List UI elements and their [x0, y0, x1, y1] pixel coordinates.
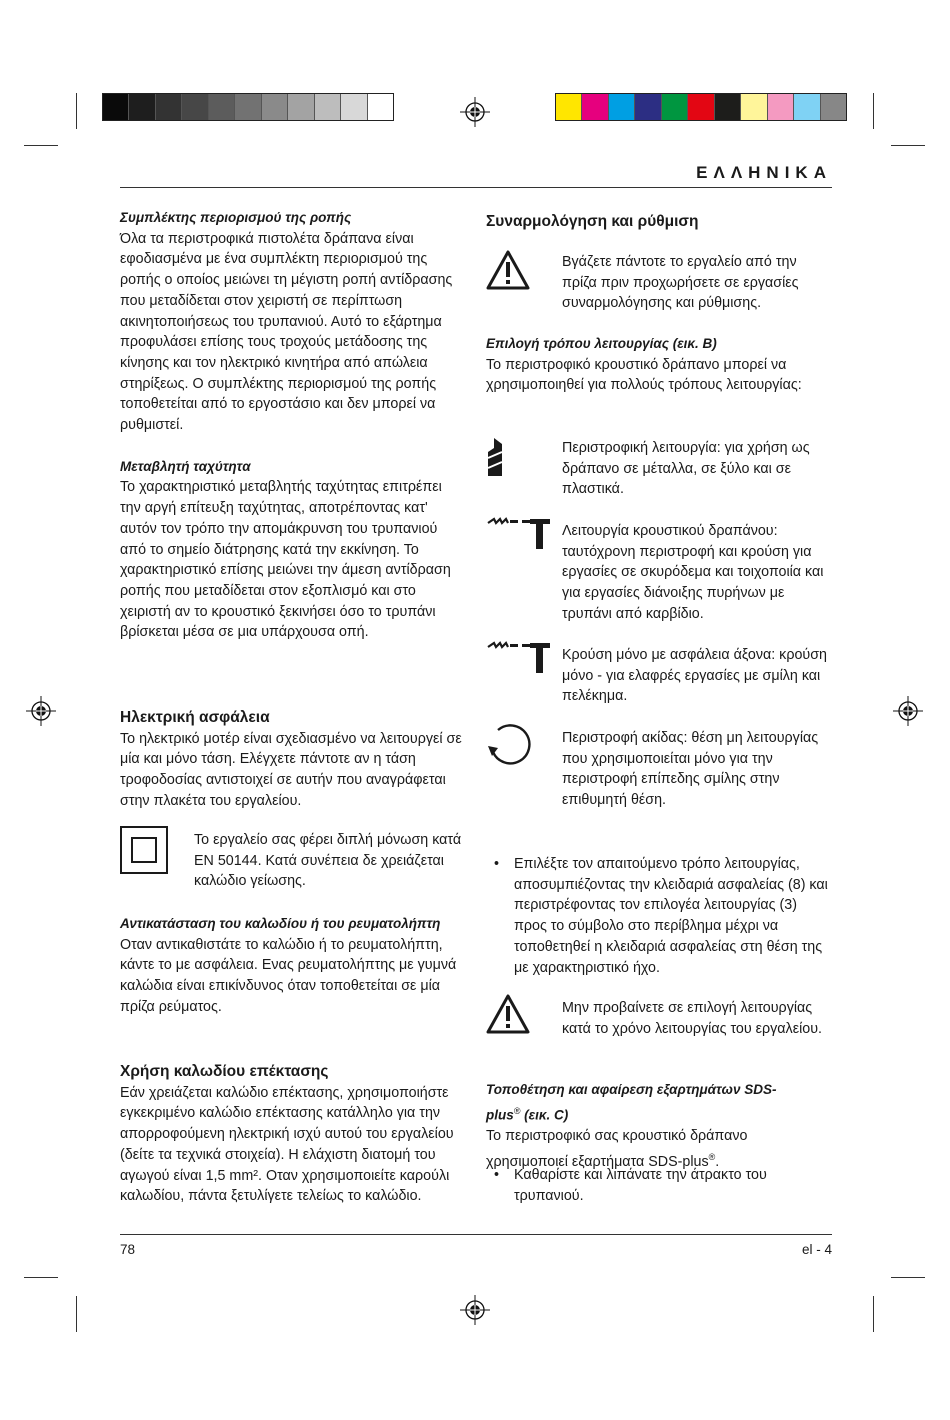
color-swatch — [715, 94, 741, 120]
gray-swatch — [182, 94, 208, 120]
registration-mark-icon — [460, 1295, 490, 1325]
color-swatch — [768, 94, 794, 120]
crop-mark — [76, 93, 77, 129]
torque-paragraph: Όλα τα περιστροφικά πιστολέτα δράπανα είναι εφοδιασμένα με ένα συμπλέκτη περιορισμού της ροπής ο οποίος μειώνει τη μέγιστη ροπή αντίδρασης που μεταδίδεται στον χειριστή σε περίπτωση ακινητοποιήσεως του τρυπανιού. Αυτό το εξάρτημα προφυλάσει επίσης τους τροχούς μετάδοσης της κίνησης και τον ηλεκτρικό κινητήρα από απώλεια στηρίξεως. Ο συμπλέκτης περιορισμού της ροπής τοποθετείται από το εργοστάσιο και δεν μπορεί να ρυθμιστεί. — [120, 230, 453, 434]
color-swatch — [794, 94, 820, 120]
warning-triangle-icon — [486, 994, 530, 1034]
crop-mark — [891, 145, 925, 146]
sds-heading-fig: (εικ. C) — [520, 1107, 569, 1123]
gray-swatch — [103, 94, 129, 120]
sds-heading-line2 — [486, 1101, 832, 1126]
double-insulation-icon — [120, 826, 168, 874]
registration-mark-icon — [893, 696, 923, 726]
registered-mark: ® — [708, 1151, 716, 1162]
gray-swatch — [156, 94, 182, 120]
speed-paragraph: Το χαρακτηριστικό μεταβλητής ταχύτητας επιτρέπει την αργή επίτευξη ταχύτητας, αποτρέποντας κατ' αυτόν τον τρόπο την απομάκρυνση του τρυπανιού από το σημείο διάτρησης κατά την εκκίνηση. Το χαρακτηριστικό επίσης μειώνει την άμεση αντίδραση ροπής που μεταδίδεται στον εξοπλισμό και στο χειριστή αν το κρουστικό ξεκινήσει όσο το τρυπάνι βρίσκεται μέσα σε μια υπάρχουσα οπή. — [120, 479, 451, 641]
extension-section — [120, 1062, 465, 1207]
hammer-drill-icon — [486, 517, 552, 551]
crop-mark — [891, 1277, 925, 1278]
mode-heading: Επιλογή τρόπου λειτουργίας (εικ. B) — [486, 336, 717, 351]
gray-swatch — [341, 94, 367, 120]
mode-hammer-only-row — [486, 645, 832, 709]
crop-mark — [24, 1277, 58, 1278]
speed-heading: Μεταβλητή ταχύτητα — [120, 458, 251, 474]
crop-mark — [24, 145, 58, 146]
header-rule — [120, 187, 832, 188]
sds-section — [486, 1080, 832, 1172]
chisel-hammer-icon — [486, 641, 552, 675]
assembly-heading: Συναρμολόγηση και ρύθμιση — [486, 213, 699, 230]
sds-text-end: . — [715, 1153, 720, 1170]
grayscale-calibration-bar — [102, 93, 394, 121]
sds-heading-plus: plus — [486, 1107, 514, 1123]
color-swatch — [688, 94, 714, 120]
rotation-arrow-icon — [486, 720, 534, 768]
assembly-warning-row — [486, 252, 832, 318]
mode-rotation-text: Περιστροφή ακίδας: θέση μη λειτουργίας που χρησιμοποιείται μόνο για την περιστροφή επίπεδης σμίλης στην επιθυμητή θέση. — [562, 730, 819, 809]
registration-mark-icon — [26, 696, 56, 726]
extension-paragraph: Εάν χρειάζεται καλώδιο επέκτασης, χρησιμοποιήστε εγκεκριμένο καλώδιο επέκτασης κατάλληλο για την απορροφούμενη ηλεκτρική ισχύ αυτού του εργαλείου (δείτε τα τεχνικά στοιχεία). Η ελάχιστη διατομή του αγωγού είναι 1,5 mm². Οταν χρησιμοποιείτε καρούλι καλωδίου, πάντα ξετυλίγετε τελείως το καλώδιο. — [120, 1084, 454, 1205]
left-column — [120, 208, 465, 643]
gray-swatch — [129, 94, 155, 120]
color-swatch — [741, 94, 767, 120]
insulation-text: Το εργαλείο σας φέρει διπλή μόνωση κατά EN 50144. Κατά συνέπεια δε χρειάζεται καλώδιο γείωσης. — [194, 832, 462, 890]
registration-mark-icon — [460, 97, 490, 127]
page-number: 78 — [120, 1242, 136, 1257]
gray-swatch — [209, 94, 235, 120]
color-swatch — [609, 94, 635, 120]
mode-section — [486, 334, 832, 396]
clean-spindle-bullet — [494, 1165, 832, 1207]
color-swatch — [662, 94, 688, 120]
color-swatch — [821, 94, 846, 120]
color-swatch — [556, 94, 582, 120]
gray-swatch — [368, 94, 393, 120]
page-code: el - 4 — [801, 1242, 832, 1257]
assembly-heading-block — [486, 212, 832, 233]
clean-spindle-text: Καθαρίστε και λιπάνατε την άτρακτο του τρυπανιού. — [514, 1167, 767, 1204]
gray-swatch — [288, 94, 314, 120]
left-column-lower — [120, 708, 465, 812]
crop-mark — [873, 93, 874, 129]
bullet-dot: • — [494, 856, 500, 872]
gray-swatch — [235, 94, 261, 120]
insulation-row — [120, 830, 465, 896]
crop-mark — [76, 1296, 77, 1332]
gray-swatch — [315, 94, 341, 120]
warning-triangle-icon — [486, 250, 530, 290]
mode-rotary-row — [486, 438, 832, 502]
extension-heading: Χρήση καλωδίου επέκτασης — [120, 1063, 329, 1080]
sds-heading-line1: Τοποθέτηση και αφαίρεση εξαρτημάτων SDS- — [486, 1082, 777, 1097]
mode-intro: Το περιστροφικό κρουστικό δράπανο μπορεί να χρησιμοποιηθεί για πολλούς τρόπους λειτουργίας: — [486, 356, 802, 394]
mode-warning-text: Μην προβαίνετε σε επιλογή λειτουργίας κατά το χρόνο λειτουργίας του εργαλείου. — [562, 1000, 822, 1037]
mode-hammer-only-text: Κρούση μόνο με ασφάλεια άξονα: κρούση μόνο - για ελαφρές εργασίες με σμίλη και πελέκημα. — [562, 647, 828, 705]
mode-warning-row — [486, 998, 832, 1062]
assembly-warning-text: Βγάζετε πάντοτε το εργαλείο από την πρίζα πριν προχωρήσετε σε εργασίες συναρμολόγησης και ρύθμισης. — [562, 254, 799, 312]
gray-swatch — [262, 94, 288, 120]
mode-rotation-row — [486, 728, 832, 832]
color-calibration-bar — [555, 93, 847, 121]
cable-paragraph: Οταν αντικαθιστάτε το καλώδιο ή το ρευματολήπτη, κάντε το με ασφάλεια. Ενας ρευματολήπτης με γυμνά καλώδια είναι επικίνδυνος όταν τοποθετείται σε μία πρίζα ρεύματος. — [120, 936, 457, 1015]
color-swatch — [635, 94, 661, 120]
bullet-dot: • — [494, 1167, 500, 1183]
footer-rule — [120, 1234, 832, 1235]
electrical-heading: Ηλεκτρική ασφάλεια — [120, 709, 270, 726]
drill-bit-icon — [486, 438, 504, 476]
language-label: ΕΛΛΗΝΙΚΑ — [696, 163, 832, 182]
electrical-paragraph: Το ηλεκτρικό μοτέρ είναι σχεδιασμένο να λειτουργεί σε μία και μόνο τάση. Ελέγχετε πάντοτε αν η τάση τροφοδοσίας αντιστοιχεί σε αυτήν που αναγράφεται στην πλακέτα του εργαλείου. — [120, 730, 462, 809]
registered-mark: ® — [513, 1105, 521, 1116]
select-mode-text: Επιλέξτε τον απαιτούμενο τρόπο λειτουργίας, αποσυμπιέζοντας την κλειδαριά ασφαλείας (8) και περιστρέφοντας τον επιλογέα λειτουργίας (3) προς το σύμβολο στο περίβλημα μέχρι να τοποθετηθεί η κλειδαριά ασφαλείας στη θέση της με χαρακτηριστικό ήχο. — [514, 856, 828, 976]
mode-rotary-text: Περιστροφική λειτουργία: για χρήση ως δράπανο σε μέταλλα, σε ξύλο και σε πλαστικά. — [562, 440, 810, 498]
crop-mark — [873, 1296, 874, 1332]
mode-hammer-drill-text: Λειτουργία κρουστικού δραπάνου: ταυτόχρονη περιστροφή και κρούση για εργασίες σε σκυρόδεμα και τοιχοποιία και για εργασίες διάνοιξης πυρήνων με τρυπάνι από καρβίδιο. — [562, 523, 824, 622]
torque-heading: Συμπλέκτης περιορισμού της ροπής — [120, 210, 352, 225]
cable-heading: Αντικατάσταση του καλωδίου ή του ρευματολήπτη — [120, 916, 441, 931]
mode-hammer-drill-row — [486, 521, 832, 625]
color-swatch — [582, 94, 608, 120]
cable-section — [120, 914, 465, 1018]
select-mode-bullet — [494, 854, 832, 978]
sds-text: Το περιστροφικό σας κρουστικό δράπανο χρησιμοποιεί εξαρτήματα SDS-plus — [486, 1127, 748, 1170]
